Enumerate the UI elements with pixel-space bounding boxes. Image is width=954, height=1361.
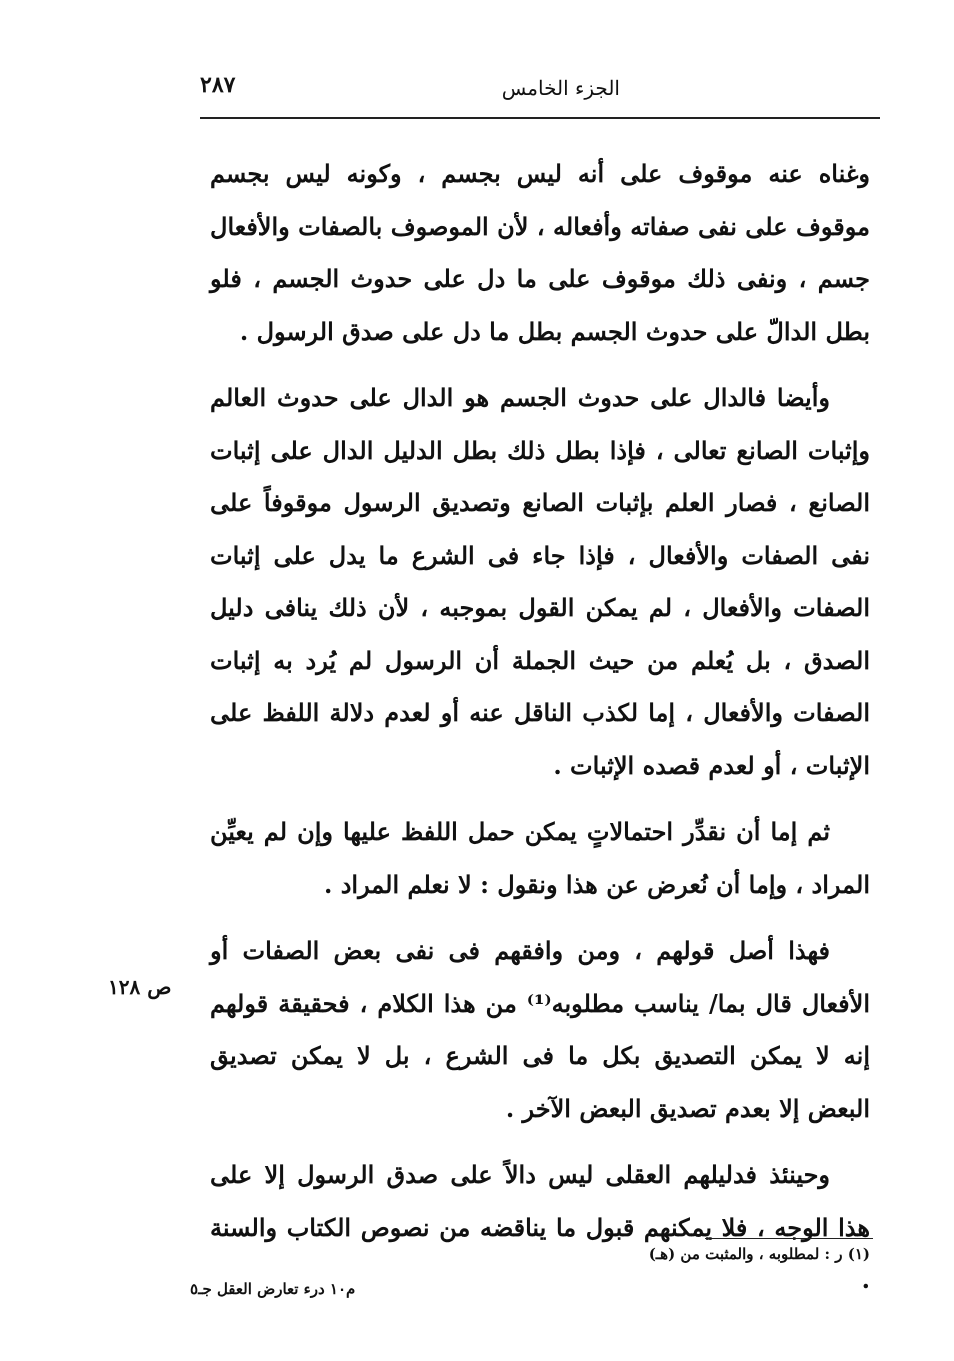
paragraph: وحينئذ فدليلهم العقلى ليس دالاً على صدق الرسول إلا على هذا الوجه ، فلا يمكنهم قبول ما يناقضه من نصوص الكتاب والسنة .: [210, 1160, 870, 1294]
footnote-divider: [705, 1238, 873, 1239]
printer-signature: م١٠ درء تعارض العقل جـ٥: [190, 1280, 356, 1298]
running-title: الجزء الخامس: [501, 76, 620, 100]
page-number: ٢٨٧: [200, 72, 236, 98]
manuscript-page-marker: ص ١٢٨: [108, 975, 172, 999]
header-divider: [200, 117, 880, 119]
paragraph: ثم إما أن نقدِّر احتمالاتٍ يمكن حمل اللفظ عليها وإن لم يعيِّن المراد ، وإما أن نُعرض عن هذا ونقول : لا نعلم المراد .: [210, 817, 870, 899]
page-header: [200, 60, 880, 110]
main-text: [210, 148, 870, 1321]
paragraph: فهذا أصل قولهم ، ومن وافقهم فى نفى بعض الصفات أو الأفعال قال بما/ يناسب مطلوبه⁽¹⁾ من هذا الكلام ، فحقيقة قولهم إنه لا يمكن التصديق بكل ما فى الشرع ، بل لا يمكن تصديق البعض إلا بعدم تصديق البعض الآخر .: [210, 936, 870, 1123]
footnote: (١) ر : لمطلوبه ، والمثبت من (هـ): [648, 1245, 870, 1263]
paragraph: وأيضا فالدال على حدوث الجسم هو الدال على حدوث العالم وإثبات الصانع تعالى ، فإذا بطل ذلك بطل الدليل الدال على إثبات الصانع ، فصار العلم بإثبات الصانع وتصديق الرسول موقوفاً على نفى الصفات والأفعال ، فإذا جاء فى الشرع ما يدل على إثبات الصفات والأفعال ، لم يمكن القول بموجبه ، لأن ذلك ينافى دليل الصدق ، بل يُعلم من حيث الجملة أن الرسول لم يُرد به إثبات الصفات والأفعال ، إما لكذب الناقل عنه أو لعدم دلالة اللفظ على الإثبات ، أو لعدم قصده الإثبات .: [210, 383, 870, 780]
paragraph: وغناه عنه موقوف على أنه ليس بجسم ، وكونه ليس بجسم موقوف على نفى صفاته وأفعاله ، لأن الموصوف بالصفات والأفعال جسم ، ونفى ذلك موقوف على ما دل على حدوث الجسم ، فلو بطل الدالّ على حدوث الجسم بطل ما دل على صدق الرسول .: [210, 159, 870, 346]
